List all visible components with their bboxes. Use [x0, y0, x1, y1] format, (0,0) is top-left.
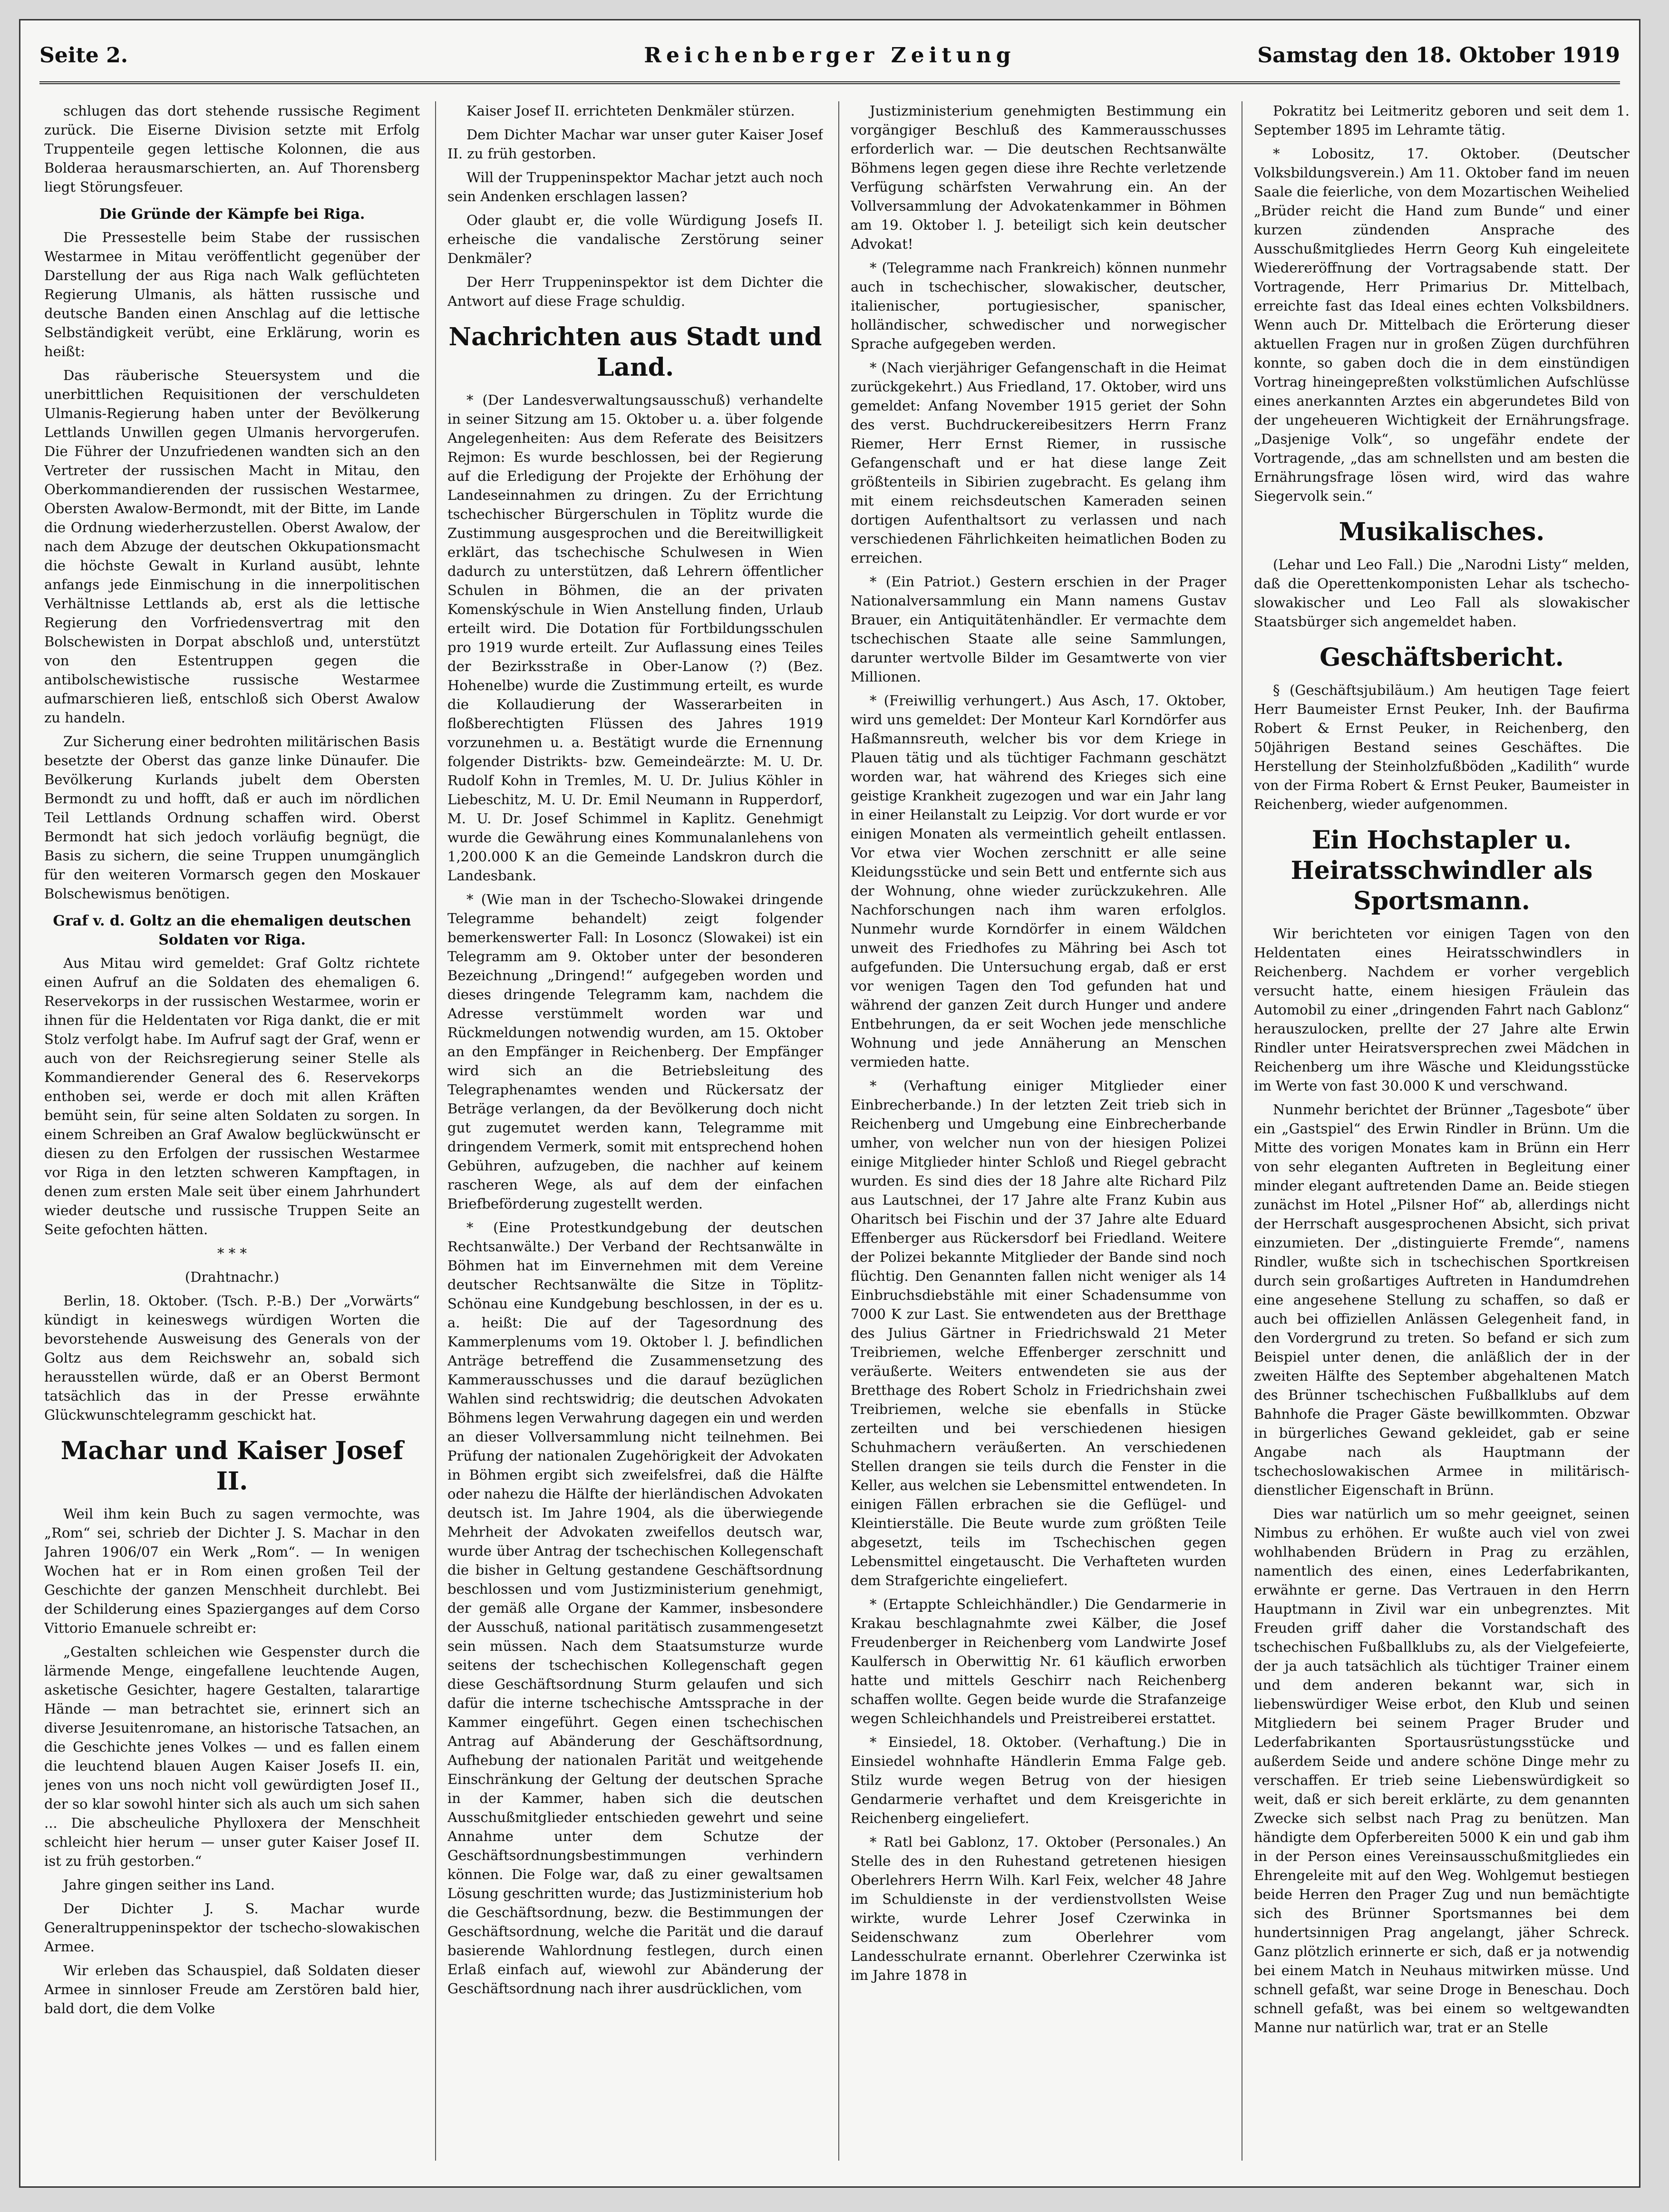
article-headline: Ein Hochstapler u. Heiratsschwindler als Sportsmann. [1291, 826, 1593, 916]
article-paragraph: Der Herr Truppeninspektor ist dem Dichter die Antwort auf diese Frage schuldig. [447, 274, 823, 309]
article-paragraph: Dem Dichter Machar war unser guter Kaiser Josef II. zu früh gestorben. [447, 127, 823, 162]
article-paragraph: * (Eine Protestkundgebung der deutschen Rechtsanwälte.) Der Verband der Rechtsanwälte in Böhmen hat im Einvernehmen mit dem Vereine deutscher Rechtsanwälte die Sitze in Töplitz-Schönau eine Kundgebung beschlossen, in der es u. a. heißt: Die auf der Tagesordnung des Kammerplenums vom 19. Oktober l. J. befindlichen Anträge betreffend die Zusammensetzung des Kammerausschusses und die darauf bezüglichen Wahlen sind rechtswidrig; die deutschen Advokaten Böhmens legen Verwahrung dagegen ein und werden an dieser Vollversammlung nicht teilnehmen. Bei Prüfung der nationalen Zugehörigkeit der Advokaten in Böhmen ergibt sich zweifelsfrei, daß die Hälfte oder nahezu die Hälfte der hierländischen Advokaten deutsch ist. Im Jahre 1904, als die überwiegende Mehrheit der Advokaten zweifellos deutsch war, wurde über Antrag der tschechischen Kollegenschaft die bisher in Geltung gestandene Geschäftsordnung beschlossen und vom Justizministerium genehmigt, der gemäß alle Organe der Kammer, insbesondere der Ausschuß, national paritätisch zusammengesetzt sein müssen. Nach dem Staatsumsturze wurde seitens der tschechischen Kollegenschaft gegen diese Geschäftsordnung Sturm gelaufen und sich dafür die interne tschechische Amtssprache in der Kammer eingeführt. Gegen einen tschechischen Antrag auf Abänderung der Geschäftsordnung, Aufhebung der nationalen Parität und weitgehende Einschränkung der Geltung der deutschen Sprache in der Kammer, haben sich die deutschen Ausschußmitglieder entschieden gewehrt und seine Annahme unter dem Schutze der Geschäftsordnungsbestimmungen verhindern können. Die Folge war, daß zu einer gewaltsamen Lösung geschritten wurde; das Justizministerium hob die Geschäftsordnung, bezw. die Bestimmungen der Geschäftsordnung, welche die Parität und die darauf basierende Wahlordnung festlegen, durch einen Erlaß einfach auf, wiewohl zur Abänderung der Geschäftsordnung nach ihrer ausdrücklichen, vom [447, 1219, 823, 1997]
article-paragraph: * (Wie man in der Tschecho-Slowakei dringende Telegramme behandelt) zeigt folgender bemerkenswerter Fall: In Losoncz (Slowakei) ist ein Telegramm am 9. Oktober unter der besonderen Bezeichnung „Dringend!“ aufgegeben worden und dieses dringende Telegramm kam, nachdem die Adresse verstümmelt worden war und Rückmeldungen notwendig wurden, am 15. Oktober an den Empfänger in Reichenberg. Der Empfänger wird sich an die Betriebsleitung des Telegraphenamtes wenden und Rückersatz der Beträge verlangen, da der Bevölkerung doch nicht gut zugemutet werden kann, Telegramme mit dringendem Vermerk, somit mit entsprechend hohen Gebühren, aufzugeben, die nachher auf keinem rascheren Wege, als auf dem der einfachen Briefbeförderung zugestellt werden. [447, 891, 823, 1212]
article-paragraph: * (Ertappte Schleichhändler.) Die Gendarmerie in Krakau beschlagnahmte zwei Kälber, die Josef Freudenberger in Reichenberg vom Landwirte Josef Kaulfersch in Oberwittig Nr. 61 käuflich erworben hatte und mittels Geschirr nach Reichenberg schaffen wollte. Gegen beide wurde die Strafanzeige wegen Schleichhandels und Preistreiberei erstattet. [851, 1596, 1226, 1726]
article-paragraph: Wir erleben das Schauspiel, daß Soldaten dieser Armee in sinnloser Freude am Zerstören bald hier, bald dort, die dem Volke [44, 1962, 420, 2017]
article-paragraph: Jahre gingen seither ins Land. [63, 1877, 275, 1893]
newspaper-title: Reichenberger Zeitung [644, 43, 1016, 68]
article-paragraph: * Ratl bei Gablonz, 17. Oktober (Personales.) An Stelle des in den Ruhestand getretenen hiesigen Oberlehrers Herrn Wilh. Karl Feix, welcher 48 Jahre im Schuldienste in der verdienstvollsten Weise wirkte, wurde Lehrer Josef Czerwinka in Seidenschwanz zum Oberlehrer vom Landesschulrate ernannt. Oberlehrer Czerwinka ist im Jahre 1878 in [851, 1834, 1226, 1983]
article-paragraph: * (Telegramme nach Frankreich) können nunmehr auch in tschechischer, slowakischer, deutscher, italienischer, portugiesischer, spanischer, holländischer, schwedischer und norwegischer Sprache aufgegeben werden. [851, 260, 1226, 352]
article-paragraph: Justizministerium genehmigten Bestimmung ein vorgängiger Beschluß des Kammerausschusses erforderlich war. — Die deutschen Rechtsanwälte Böhmens legen gegen diese ihre Rechte verletzende Verfügung schärfsten Verwahrung ein. An der Vollversammlung der Advokatenkammer in Böhmen am 19. Oktober l. J. beteiligt sich kein deutscher Advokat! [851, 103, 1226, 252]
newspaper-page [19, 19, 1640, 2188]
article-paragraph: Will der Truppeninspektor Machar jetzt auch noch sein Andenken erschlagen lassen? [447, 169, 823, 205]
section-separator: * * * [217, 1245, 247, 1261]
article-paragraph: Der Dichter J. S. Machar wurde Generaltruppeninspektor der tschecho-slowakischen Armee. [44, 1900, 420, 1955]
article-paragraph: * (Nach vierjähriger Gefangenschaft in die Heimat zurückgekehrt.) Aus Friedland, 17. Oktober, wird uns gemeldet: Anfang November 1915 geriet der Sohn des verst. Buchdruckereibesitzers Herrn Franz Riemer, Herr Ernst Riemer, in russische Gefangenschaft und er hat diese lange Zeit größtenteils in Sibirien zugebracht. Es gelang ihm mit einem reichsdeutschen Kameraden seinen dortigen Aufenthaltsort zu verlassen und nach verschiedenen Fährlichkeiten heimatlichen Boden zu erreichen. [851, 360, 1226, 566]
article-paragraph: Dies war natürlich um so mehr geeignet, seinen Nimbus zu erhöhen. Er wußte auch viel von zwei wohlhabenden Brüdern in Prag zu erzählen, namentlich des einen, eines Lederfabrikanten, erwähnte er gerne. Das Vertrauen in den Herrn Hauptmann in Zivil war ein unbegrenztes. Mit Freuden griff daher die Vorstandschaft des tschechischen Fußballklubs zu, als der Vielgefeierte, der ja auch tatsächlich als tüchtiger Trainer einem und dem anderen bekannt war, sich in liebenswürdiger Weise erbot, den Klub und seinen Mitgliedern bei seinem Prager Bruder und Lederfabrikanten Sportausrüstungsstücke und außerdem Seide und andere schöne Dinge mehr zu verschaffen. Er trieb seine Liebenswürdigkeit so weit, daß er sich bereit erklärte, zu dem genannten Zwecke sich selbst nach Prag zu benützen. Man händigte dem Opferbereiten 5000 K ein und gab ihm in der Person eines Vereinsausschußmitgliedes ein Ehrengeleite mit auf den Weg. Wohlgemut bestiegen beide Herren den Prager Zug und nun bemächtigte sich des Brünner Sportsmannes bei dem hundertsinnigen Prag angelangt, jäher Schreck. Ganz plötzlich erinnerte er sich, daß er ja notwendig bei einem Match in Neuhaus mitwirken müsse. Und schnell gefaßt, war seine Droge in Beneschau. Doch schnell gefaßt, was bei einem so weltgewandten Manne nur natürlich war, trat er an Stelle [1254, 1506, 1630, 2036]
article-paragraph: Kaiser Josef II. errichteten Denkmäler stürzen. [466, 103, 795, 119]
article-headline: Machar und Kaiser Josef II. [60, 1436, 404, 1496]
column-1 [44, 101, 420, 2161]
article-paragraph: § (Geschäftsjubiläum.) Am heutigen Tage feiert Herr Baumeister Ernst Peuker, Inh. der Baufirma Robert & Ernst Peuker, in Reichenberg, den 50jährigen Bestand seines Geschäftes. Die Herstellung der Steinholzfußböden „Kadilith“ wurde von der Firma Robert & Ernst Peuker, Baumeister in Reichenberg, wieder aufgenommen. [1254, 682, 1630, 812]
article-paragraph: Aus Mitau wird gemeldet: Graf Goltz richtete einen Aufruf an die Soldaten des ehemaligen 6. Reservekorps in der russischen Westarmee, worin er ihnen für die Heldentaten vor Riga dankt, die er mit Stolz verfolgt habe. Im Aufruf sagt der Graf, wenn er auch von der Reichsregierung seiner Stelle als Kommandierender General des 6. Reservekorps enthoben sei, werde er doch mit allen Kräften bemüht sein, für seine alten Soldaten zu sorgen. In einem Schreiben an Graf Awalow beglückwünscht er diesen zu den Erfolgen der russischen Westarmee vor Riga in den letzten schweren Kampftagen, in denen zum ersten Male seit über einem Jahrhundert wieder deutsche und russische Truppen Seite an Seite gefochten hätten. [44, 955, 420, 1238]
article-paragraph: * (Ein Patriot.) Gestern erschien in der Prager Nationalversammlung ein Mann namens Gustav Brauer, ein Antiquitätenhändler. Er vermachte dem tschechischen Staate alle seine Sammlungen, darunter wertvolle Bilder im Gesamtwerte von vier Millionen. [851, 574, 1226, 685]
dateline-label: (Drahtnachr.) [184, 1269, 280, 1285]
article-paragraph: Die Pressestelle beim Stabe der russischen Westarmee in Mitau veröffentlicht gegenüber der Darstellung der aus Riga nach Walk geflüchteten Regierung Ulmanis, als hätten russische und deutsche Banden einen Anschlag auf die lettische Selbständigkeit verübt, eine Erklärung, worin es heißt: [44, 229, 420, 360]
article-paragraph: schlugen das dort stehende russische Regiment zurück. Die Eiserne Division setzte mit Erfolg Truppenteile gegen lettische Kolonnen, die aus Bolderaa herausmarschierten, an. Auf Thorensberg liegt Störungsfeuer. [44, 103, 420, 195]
article-paragraph: Wir berichteten vor einigen Tagen von den Heldentaten eines Heiratsschwindlers in Reichenberg. Nachdem er vorher vergeblich versucht hatte, einem hiesigen Fräulein das Automobil zu einer „dringenden Fahrt nach Gablonz“ herauszulocken, prellte der 27 Jahre alte Erwin Rindler unter Heiratsversprechen zwei Mädchen in Reichenberg um ihre Wäsche und Kleidungsstücke im Werte von fast 30.000 K und verschwand. [1254, 926, 1630, 1094]
article-headline: Die Gründe der Kämpfe bei Riga. [99, 206, 365, 223]
page-number: Seite 2. [39, 43, 128, 68]
article-paragraph: * (Freiwillig verhungert.) Aus Asch, 17. Oktober, wird uns gemeldet: Der Monteur Karl Korndörfer aus Haßmannsreuth, welcher bis vor dem Kriege in Plauen tätig und als tüchtiger Fachmann geschätzt worden war, hat während des Krieges sich eine geistige Krankheit zugezogen und war ein Jahr lang in einer Heilanstalt zu Leipzig. Vor dort wurde er vor einigen Monaten als vermeintlich geheilt entlassen. Vor etwa vier Wochen zerschnitt er alle seine Kleidungsstücke und sein Bett und entfernte sich aus der Wohnung, ohne wieder zurückzukehren. Alle Nachforschungen nach ihm waren erfolglos. Nunmehr wurde Korndörfer in einem Wäldchen unweit des Friedhofes zu Mähring bei Asch tot aufgefunden. Die Untersuchung ergab, daß er erst vor wenigen Tagen den Tod gefunden hat und während der ganzen Zeit durch Hunger und andere Entbehrungen, da er seit Wochen jede menschliche Wohnung und jede Annäherung an Menschen vermieden hatte. [851, 692, 1226, 1070]
section-headline: Musikalisches. [1339, 517, 1545, 546]
article-paragraph: Nunmehr berichtet der Brünner „Tagesbote“ über ein „Gastspiel“ des Erwin Rindler in Brünn. Um die Mitte des vorigen Monates kam in Brünn ein Herr von sehr eleganten Auftreten in Begleitung einer minder elegant auftretenden Dame an. Beide stiegen zunächst im Hotel „Pilsner Hof“ ab, allerdings nicht der Herrschaft ausgesprochenen Absicht, sich privat einzumieten. Der „distinguierte Fremde“, namens Rindler, wußte sich in tschechischen Sportkreisen durch sein großartiges Auftreten in Handumdrehen eine angesehene Stellung zu schaffen, so daß er auch bei offiziellen Anlässen Gelegenheit fand, in den Vordergrund zu treten. So befand er sich zum Beispiel unter denen, die anläßlich der in der zweiten Hälfte des September abgehaltenen Match des Brünner tschechischen Fußballklubs auf dem Bahnhofe die Prager Gäste bewillkommten. Obzwar in bürgerliches Gewand gekleidet, gab er seine Angabe nach als Hauptmann der tschechoslowakischen Armee in militärisch-dienstlicher Eigenschaft in Brünn. [1254, 1101, 1630, 1498]
article-paragraph: Weil ihm kein Buch zu sagen vermochte, was „Rom“ sei, schrieb der Dichter J. S. Machar in den Jahren 1906/07 ein Werk „Rom“. — In wenigen Wochen hat er in Rom einen großen Teil der Geschichte der ganzen Menschheit durchlebt. Bei der Schilderung eines Spazierganges auf dem Corso Vittorio Emanuele schreibt er: [44, 1506, 420, 1636]
column-3 [851, 101, 1226, 2161]
article-paragraph: * Lobositz, 17. Oktober. (Deutscher Volksbildungsverein.) Am 11. Oktober fand im neuen Saale die feierliche, von dem Mozartischen Weihelied „Brüder reicht die Hand zum Bunde“ und einer kurzen zündenden Ansprache des Ausschußmitgliedes Herrn Georg Kuh eingeleitete Wiedereröffnung der Vortragsabende statt. Der Vortragende, Herr Primarius Dr. Mittelbach, erreichte fast das Ideal eines echten Volksbildners. Wenn auch Dr. Mittelbach die Erörterung dieser aktuellen Fragen nur in großen Zügen durchführen konnte, so gaben doch die in dem einstündigen Vortrag hineingepreßten volkstümlichen Aufschlüsse eines anerkannten Arztes ein abgerundetes Bild von der ungeheueren Wichtigkeit der Ernährungsfrage. „Dasjenige Volk“, so ungefähr endete der Vortragende, „das am schnellsten und am besten die Ernährungsfrage lösen wird, wird das wahre Siegervolk sein.“ [1254, 146, 1630, 504]
column-rule [838, 101, 839, 2161]
section-headline: Nachrichten aus Stadt und Land. [448, 322, 822, 382]
masthead [39, 43, 1620, 84]
article-paragraph: * Einsiedel, 18. Oktober. (Verhaftung.) Die in Einsiedel wohnhafte Händlerin Emma Falge geb. Stilz wurde wegen Betrug von der hiesigen Gendarmerie verhaftet und dem Kreisgerichte in Reichenberg eingeliefert. [851, 1734, 1226, 1826]
article-paragraph: Berlin, 18. Oktober. (Tsch. P.-B.) Der „Vorwärts“ kündigt in keineswegs würdigen Worten die bevorstehende Ausweisung des Generals von der Goltz aus dem Reichswehr an, sobald sich herausstellen würde, daß er an Oberst Bermont tatsächlich das in der Presse erwähnte Glückwunschtelegramm geschickt hat. [44, 1293, 420, 1423]
article-headline: Graf v. d. Goltz an die ehemaligen deutschen Soldaten vor Riga. [53, 913, 411, 948]
article-paragraph: Pokratitz bei Leitmeritz geboren und seit dem 1. September 1895 im Lehramte tätig. [1254, 103, 1630, 138]
article-paragraph: Das räuberische Steuersystem und die unerbittlichen Requisitionen der verschuldeten Ulmanis-Regierung haben unter der Bevölkerung Lettlands Unwillen gegen Ulmanis hervorgerufen. Die Führer der Unzufriedenen wandten sich an den Vertreter der russischen Macht in Mitau, den Oberkommandierenden der russischen Westarmee, Obersten Awalow-Bermondt, mit der Bitte, im Lande die Ordnung wiederherzustellen. Oberst Awalow, der nach dem Abzuge der deutschen Okkupationsmacht die höchste Gewalt in Kurland ausübt, lehnte anfangs jede Einmischung in die innerpolitischen Verhältnisse Lettlands ab, erst als die lettische Regierung den Vorfriedensvertrag mit den Bolschewisten in Dorpat abschloß und, unterstützt von den Estentruppen gegen die antibolschewistische russische Westarmee aufmarschieren ließ, entschloß sich Oberst Awalow zu handeln. [44, 367, 420, 726]
issue-date: Samstag den 18. Oktober 1919 [1257, 43, 1620, 68]
article-paragraph: * (Der Landesverwaltungsausschuß) verhandelte in seiner Sitzung am 15. Oktober u. a. über folgende Angelegenheiten: Aus dem Referate des Beisitzers Rejmon: Es wurde beschlossen, bei der Regierung auf die Erledigung der Projekte der Erhöhung der Landeseinnahmen zu dringen. Zu der Errichtung tschechischer Bürgerschulen in Töplitz wurde die Zustimmung ausgesprochen und die Bereitwilligkeit erklärt, das tschechische Schulwesen in Wien dadurch zu unterstützen, daß Lehrern öffentlicher Schulen in Böhmen, die an der privaten Komenskýschule in Wien Anstellung finden, Urlaub erteilt wird. Die Dotation für Fortbildungsschulen pro 1919 wurde erteilt. Zur Auflassung eines Teiles der Bezirksstraße in Ober-Lanow (?) (Bez. Hohenelbe) wurde die Zustimmung erteilt, es wurde die Kollaudierung der Wasserarbeiten in floßberechtigten Flüssen des Jahres 1919 vorzunehmen u. a. Bestätigt wurde die Ernennung folgender Distrikts- bzw. Gemeindeärzte: M. U. Dr. Rudolf Kohn in Tremles, M. U. Dr. Julius Köhler in Liebeschitz, M. U. Dr. Emil Neumann in Rupperdorf, M. U. Dr. Josef Schimmel in Kaplitz. Genehmigt wurde die Gewährung eines Kommunalanlehens von 1,200.000 K an die Gemeinde Landskron durch die Landesbank. [447, 392, 823, 884]
article-paragraph: Zur Sicherung einer bedrohten militärischen Basis besetzte der Oberst das ganze linke Dünaufer. Die Bevölkerung Kurlands jubelt dem Obersten Bermondt zu und hofft, daß er auch im nördlichen Teil Lettlands Ordnung schaffen wird. Oberst Bermondt hat sich jedoch vorläufig begnügt, die Basis zu sichern, die seine Truppen unumgänglich für den weiteren Vormarsch gegen den Moskauer Bolschewismus benötigen. [44, 733, 420, 902]
article-paragraph: „Gestalten schleichen wie Gespenster durch die lärmende Menge, eingefallene leuchtende Augen, asketische Gesichter, hagere Gestalten, talarartige Hände — man betrachtet sie, erinnert sich an diverse Jesuitenromane, an historische Tatsachen, an die Geschichte jenes Volkes — und es fallen einem die leuchtend blauen Augen Kaiser Josefs II. ein, jenes von uns noch nicht voll gewürdigten Josef II., der so klar sowohl hinter sich als auch um sich sahen ... Die abscheuliche Phylloxera der Menschheit schleicht hier herum — unser guter Kaiser Josef II. ist zu früh gestorben.“ [44, 1644, 420, 1869]
article-paragraph: * (Verhaftung einiger Mitglieder einer Einbrecherbande.) In der letzten Zeit trieb sich in Reichenberg und Umgebung eine Einbrecherbande umher, von welcher nun von der hiesigen Polizei einige Mitglieder hinter Schloß und Riegel gebracht wurden. Es sind dies der 18 Jahre alte Richard Pilz aus Lautschnei, der 17 Jahre alte Franz Kubin aus Oharitsch bei Fischin und der 37 Jahre alte Eduard Effenberger aus Rückersdorf bei Friedland. Weitere der Polizei bekannte Mitglieder der Bande sind noch flüchtig. Den Genannten fallen nicht weniger als 14 Einbruchsdiebstähle mit einer Schadensumme von 7000 K zur Last. Sie entwendeten aus der Bretthage des Julius Gärtner in Friedrichswald 21 Meter Treibriemen, welche Effenberger zerschnitt und veräußerte. Weiters entwendeten sie aus der Bretthage des Robert Scholz in Friedrichshain zwei Treibriemen, welche sie ebenfalls in Stücke zerteilten und bei verschiedenen hiesigen Schuhmachern veräußerten. An verschiedenen Stellen drangen sie teils durch die Fenster in die Keller, aus welchen sie Lebensmittel entwendeten. In einigen Fällen erbrachen sie die Geflügel- und Kleintierställe. Die Beute wurde zum größten Teile abgesetzt, teils im Tschechischen gegen Lebensmittel eingetauscht. Die Verhafteten wurden dem Strafgerichte eingeliefert. [851, 1078, 1226, 1588]
column-rule [435, 101, 436, 2161]
article-paragraph: (Lehar und Leo Fall.) Die „Narodni Listy“ melden, daß die Operettenkomponisten Lehar als tschecho-slowakischer und Leo Fall als slowakischer Staatsbürger sich angemeldet haben. [1254, 556, 1630, 630]
column-2 [447, 101, 823, 2161]
column-4 [1254, 101, 1630, 2161]
article-paragraph: Oder glaubt er, die volle Würdigung Josefs II. erheische die vandalische Zerstörung seiner Denkmäler? [447, 212, 823, 266]
section-headline: Geschäftsbericht. [1320, 643, 1564, 672]
